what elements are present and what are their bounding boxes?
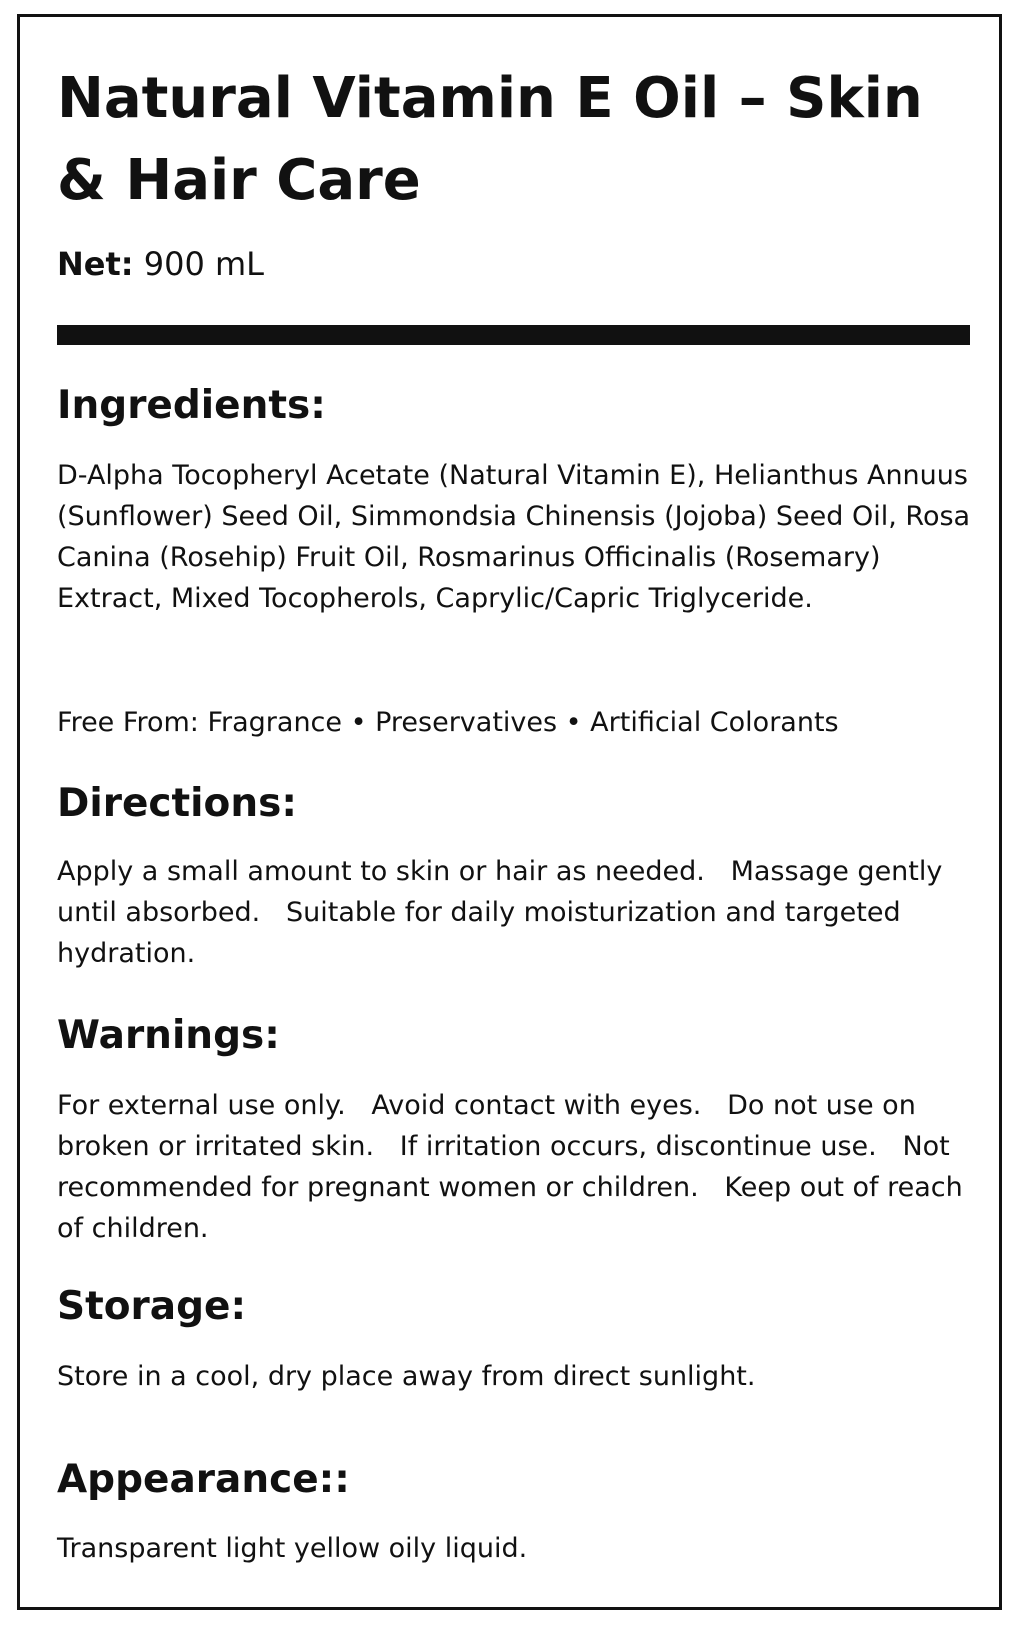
- directions-heading: Directions:: [57, 781, 297, 826]
- storage-text: Store in a cool, dry place away from direct sunlight.: [57, 1361, 756, 1392]
- product-title: Natural Vitamin E Oil – Skin & Hair Care: [57, 66, 923, 213]
- divider-bar: [57, 325, 970, 345]
- storage-heading: Storage:: [57, 1284, 247, 1329]
- net-label: Net:: [57, 245, 134, 283]
- net-content: [57, 244, 264, 284]
- free-from-text: Free From: Fragrance • Preservatives • Artificial Colorants: [57, 707, 839, 738]
- warnings-text: For external use only. Avoid contact with eyes. Do not use on broken or irritated skin. If irritation occurs, discontinue use. Not recommended for pregnant women or children. Keep out of reach of children.: [57, 1090, 972, 1244]
- directions-text: Apply a small amount to skin or hair as needed. Massage gently until absorbed. Suitable for daily moisturization and targeted hydration.: [57, 856, 951, 969]
- ingredients-heading: Ingredients:: [57, 383, 326, 428]
- appearance-heading: Appearance::: [57, 1457, 350, 1502]
- net-value: 900 mL: [133, 245, 264, 283]
- warnings-heading: Warnings:: [57, 1013, 280, 1058]
- appearance-text: Transparent light yellow oily liquid.: [57, 1533, 528, 1564]
- ingredients-text: D-Alpha Tocopheryl Acetate (Natural Vitamin E), Helianthus Annuus (Sunflower) Seed Oil, Simmondsia Chinensis (Jojoba) Seed Oil, Rosa Canina (Rosehip) Fruit Oil, Rosmarinus Officinalis (Rosemary) Extract, Mixed Tocopherols, Caprylic/Capric Triglyceride.: [57, 460, 979, 614]
